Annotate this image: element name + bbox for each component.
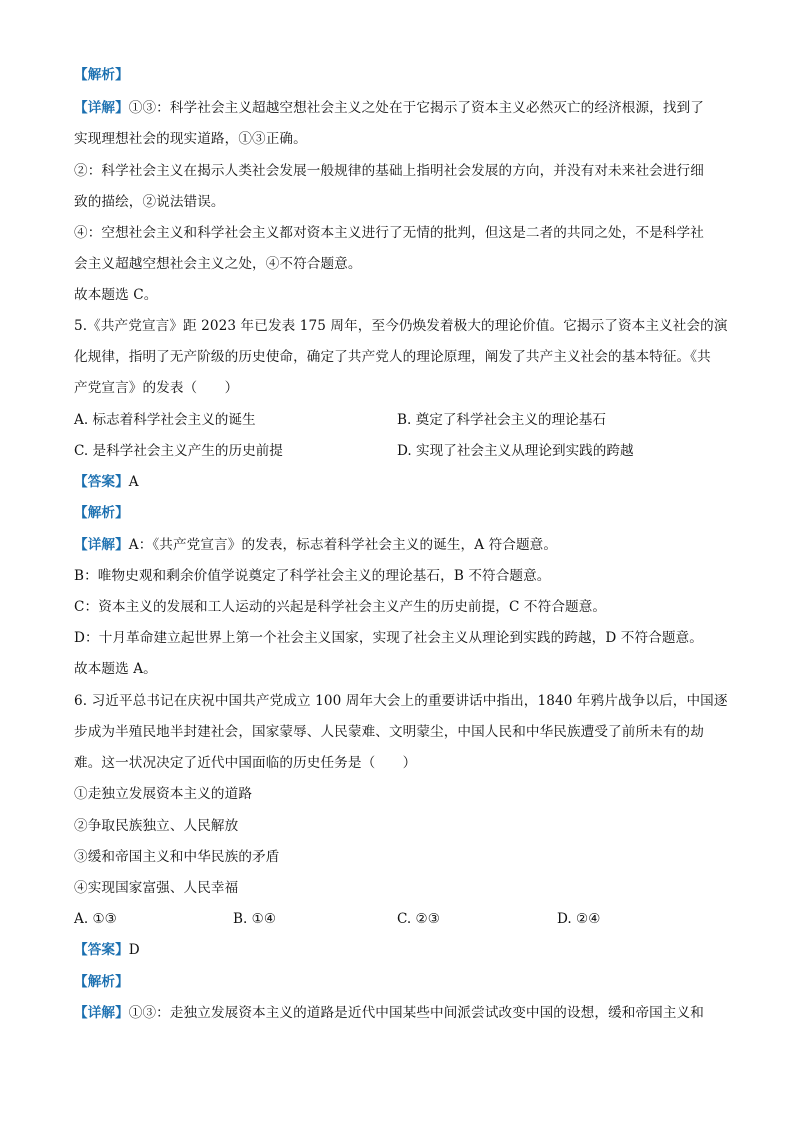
detail-paragraph [74,1003,704,1023]
question-5-stem: 产党宣言》的发表（ ） [74,380,239,396]
answer-value: D [128,942,140,958]
detail-line: C：资本主义的发展和工人运动的兴起是科学社会主义产生的历史前提，C 不符合题意。 [74,599,607,615]
detail-paragraph [74,98,704,118]
question-6-stem: 6. 习近平总书记在庆祝中国共产党成立 100 周年大会上的重要讲话中指出，1840 年鸦片战争以后，中国逐 [74,693,728,709]
option-c: C. 是科学社会主义产生的历史前提 [74,443,283,459]
answer-tag: 【答案】 [74,474,129,490]
answer-value: A [128,474,139,490]
detail-line: ④：空想社会主义和科学社会主义都对资本主义进行了无情的批判，但这是二者的共同之处，不是科学社 [74,225,704,241]
detail-line: 会主义超越空想社会主义之处，④不符合题意。 [74,256,362,272]
question-6-stem: 难。这一状况决定了近代中国面临的历史任务是（ ） [74,755,417,771]
answer-line [74,472,139,492]
statement-item: ④实现国家富强、人民幸福 [74,880,239,896]
option-d: D. ②④ [557,911,601,927]
detail-line: D：十月革命建立起世界上第一个社会主义国家，实现了社会主义从理论到实践的跨越，D 不符合题意。 [74,630,703,646]
option-a: A. 标志着科学社会主义的诞生 [74,412,256,428]
detail-paragraph [74,535,557,555]
option-d: D. 实现了社会主义从理论到实践的跨越 [397,443,634,459]
option-a: A. ①③ [74,911,117,927]
detail-line: ①③：走独立发展资本主义的道路是近代中国某些中间派尝试改变中国的设想，缓和帝国主义和 [128,1005,704,1021]
detail-line: 实现理想社会的现实道路，①③正确。 [74,131,307,147]
analysis-tag: 【解析】 [74,505,129,521]
detail-tag: 【详解】 [74,1005,129,1021]
statement-item: ③缓和帝国主义和中华民族的矛盾 [74,849,280,865]
conclusion-line: 故本题选 C。 [74,287,158,303]
detail-line: 致的描绘，②说法错误。 [74,194,225,210]
option-b: B. 奠定了科学社会主义的理论基石 [397,412,606,428]
detail-line: ②：科学社会主义在揭示人类社会发展一般规律的基础上指明社会发展的方向，并没有对未来社会进行细 [74,163,704,179]
option-c: C. ②③ [397,911,440,927]
conclusion-line: 故本题选 A。 [74,661,157,677]
detail-tag: 【详解】 [74,100,129,116]
detail-line: ①③：科学社会主义超越空想社会主义之处在于它揭示了资本主义必然灭亡的经济根源，找到了 [128,100,704,116]
question-5-stem: 化规律，指明了无产阶级的历史使命，确定了共产党人的理论原理，阐发了共产主义社会的基本特征。《共 [74,349,711,365]
analysis-tag: 【解析】 [74,67,129,83]
option-b: B. ①④ [233,911,277,927]
detail-line: B：唯物史观和剩余价值学说奠定了科学社会主义的理论基石，B 不符合题意。 [74,568,551,584]
question-6-stem: 步成为半殖民地半封建社会，国家蒙辱、人民蒙难、文明蒙尘，中国人民和中华民族遭受了前所未有的劫 [74,724,704,740]
answer-tag: 【答案】 [74,942,129,958]
answer-line [74,940,140,960]
statement-item: ①走独立发展资本主义的道路 [74,786,253,802]
detail-tag: 【详解】 [74,537,129,553]
statement-item: ②争取民族独立、人民解放 [74,818,239,834]
detail-line: A：《共产党宣言》的发表，标志着科学社会主义的诞生，A 符合题意。 [128,537,558,553]
question-5-stem: 5.《共产党宣言》距 2023 年已发表 175 周年，至今仍焕发着极大的理论价值。它揭示了资本主义社会的演 [74,318,728,334]
analysis-tag: 【解析】 [74,974,129,990]
